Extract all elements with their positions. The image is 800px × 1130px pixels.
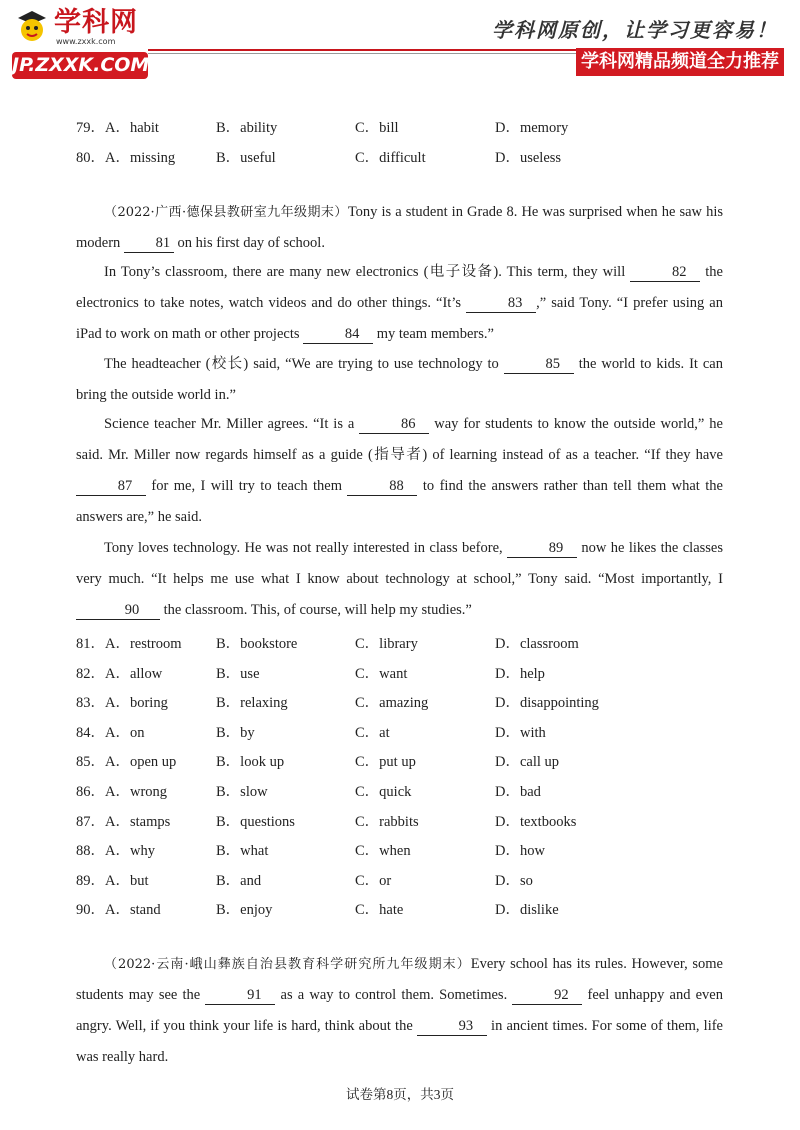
option-a: A．stamps <box>105 813 171 830</box>
option-c: C．rabbits <box>355 813 419 830</box>
question-number: 79． <box>76 120 105 136</box>
question-number: 83． <box>76 695 105 712</box>
question-number: 82． <box>76 665 105 682</box>
option-b: B．enjoy <box>216 902 273 919</box>
passage-1-para-5: Tony loves technology. He was not really interested in class before, 89 now he likes the classes very much. “It helps me use what I know about technology at school,” Tony said. “Most importantly, I 90 the classroom. This, of course, will help my studies.” <box>76 540 723 618</box>
blank-89[interactable]: 89 <box>507 539 577 558</box>
blank-90[interactable]: 90 <box>76 601 160 620</box>
option-row <box>0 810 800 832</box>
option-row <box>0 869 800 891</box>
option-d: D．with <box>495 724 546 741</box>
blank-87[interactable]: 87 <box>76 477 146 496</box>
question-number: 81． <box>76 636 105 652</box>
option-c: C．bill <box>355 120 399 136</box>
option-c: C．library <box>355 636 418 652</box>
option-b: B．use <box>216 665 260 682</box>
blank-81[interactable]: 81 <box>124 234 174 253</box>
passage-source: （2022·云南·峨山彝族自治县教育科学研究所九年级期末） <box>104 957 471 972</box>
option-row <box>0 750 800 772</box>
option-c: C．amazing <box>355 695 429 712</box>
blank-91[interactable]: 91 <box>205 986 275 1005</box>
option-a: A．on <box>105 724 145 741</box>
option-b: B．and <box>216 872 262 889</box>
option-b: B．useful <box>216 150 276 166</box>
option-row <box>0 780 800 802</box>
option-c: C．quick <box>355 784 412 800</box>
option-b: B．look up <box>216 754 285 771</box>
option-row <box>0 662 800 684</box>
option-c: C．hate <box>355 902 404 919</box>
option-c: C．put up <box>355 754 416 771</box>
option-d: D．bad <box>495 784 541 800</box>
passage-1-para-4: Science teacher Mr. Miller agrees. “It is a 86 way for students to know the outside world,” he said. Mr. Miller now regards himself as a guide (指导者) of learning instead of as a teacher. “If they have 87 for me, I will try to teach them 88 to find the answers rather than tell them what the answers are,” he said. <box>76 416 723 525</box>
header-rule-thin <box>148 53 576 54</box>
question-number: 89． <box>76 872 105 889</box>
option-b: B．questions <box>216 813 295 830</box>
blank-84[interactable]: 84 <box>303 325 373 344</box>
site-badge[interactable]: JP.ZXXK.COM <box>12 52 148 79</box>
blank-85[interactable]: 85 <box>504 355 574 374</box>
option-d: D．useless <box>495 150 562 166</box>
passage-1-para-3: The headteacher (校长) said, “We are trying to use technology to 85 the world to kids. It can bring the outside world in.” <box>76 356 723 403</box>
option-c: C．difficult <box>355 150 426 166</box>
option-d: D．dislike <box>495 902 559 919</box>
header-rule <box>148 49 576 51</box>
option-d: D．so <box>495 872 533 889</box>
option-row <box>0 839 800 861</box>
passage-source: （2022·广西·德保县教研室九年级期末） <box>104 205 348 220</box>
logo-url[interactable]: www.zxxk.com <box>56 37 116 46</box>
option-d: D．disappointing <box>495 695 599 712</box>
option-a: A．boring <box>105 695 168 712</box>
option-a: A．why <box>105 843 155 860</box>
option-b: B．what <box>216 843 269 860</box>
option-d: D．call up <box>495 754 560 771</box>
option-a: A．allow <box>105 665 163 682</box>
passage-1: （2022·广西·德保县教研室九年级期末）Tony is a student in Grade 8. He was surprised when he saw his modern 81 on his first day of school. <box>76 204 724 251</box>
option-row <box>0 691 800 713</box>
option-a: A．missing <box>105 150 176 166</box>
option-a: A．but <box>105 872 149 889</box>
blank-92[interactable]: 92 <box>512 986 582 1005</box>
option-row <box>0 146 800 168</box>
option-a: A．open up <box>105 754 177 771</box>
option-a: A．stand <box>105 902 161 919</box>
option-d: D．memory <box>495 120 569 136</box>
option-c: C．or <box>355 872 392 889</box>
question-number: 90． <box>76 902 105 919</box>
option-b: B．by <box>216 724 255 741</box>
slogan: 学科网原创，让学习更容易！ <box>492 18 778 42</box>
option-row <box>0 721 800 743</box>
blank-82[interactable]: 82 <box>630 263 700 282</box>
option-row <box>0 898 800 920</box>
mascot-logo-icon <box>14 8 50 44</box>
question-number: 84． <box>76 724 105 741</box>
option-d: D．how <box>495 843 545 860</box>
question-number: 85． <box>76 754 105 771</box>
passage-2: （2022·云南·峨山彝族自治县教育科学研究所九年级期末）Every school has its rules. However, some students may see the 91 as a way to control them. Sometimes. 92 feel unhappy and even angry. Well, if you think your life is hard, think about the 93 in ancient times. For some of them, life was really hard. <box>76 956 723 1065</box>
option-row <box>0 116 800 138</box>
question-number: 80． <box>76 150 105 166</box>
option-a: A．wrong <box>105 784 168 800</box>
question-number: 86． <box>76 784 105 800</box>
option-c: C．when <box>355 843 411 860</box>
option-c: C．want <box>355 665 408 682</box>
blank-88[interactable]: 88 <box>347 477 417 496</box>
option-d: D．help <box>495 665 545 682</box>
page-footer: 试卷第8页，共3页 <box>346 1087 454 1102</box>
option-d: D．classroom <box>495 636 579 652</box>
blank-83[interactable]: 83 <box>466 294 536 313</box>
option-b: B．relaxing <box>216 695 288 712</box>
question-number: 87． <box>76 813 105 830</box>
question-number: 88． <box>76 843 105 860</box>
option-b: B．slow <box>216 784 268 800</box>
option-d: D．textbooks <box>495 813 577 830</box>
recommend-badge: 学科网精品频道全力推荐 <box>576 48 784 76</box>
passage-1-para-2: In Tony’s classroom, there are many new electronics (电子设备). This term, they will 82 the electronics to take notes, watch videos and do other things. “It’s 83 ,” said Tony. “I prefer using an iPad to work on math or other projects 84 my team members.” <box>76 264 723 342</box>
blank-86[interactable]: 86 <box>359 415 429 434</box>
blank-93[interactable]: 93 <box>417 1017 487 1036</box>
option-c: C．at <box>355 724 390 741</box>
option-a: A．habit <box>105 120 159 136</box>
page-header <box>0 0 800 84</box>
option-row <box>0 632 800 654</box>
option-b: B．bookstore <box>216 636 298 652</box>
option-b: B．ability <box>216 120 278 136</box>
option-a: A．restroom <box>105 636 182 652</box>
logo-text[interactable]: 学科网 <box>54 7 138 38</box>
